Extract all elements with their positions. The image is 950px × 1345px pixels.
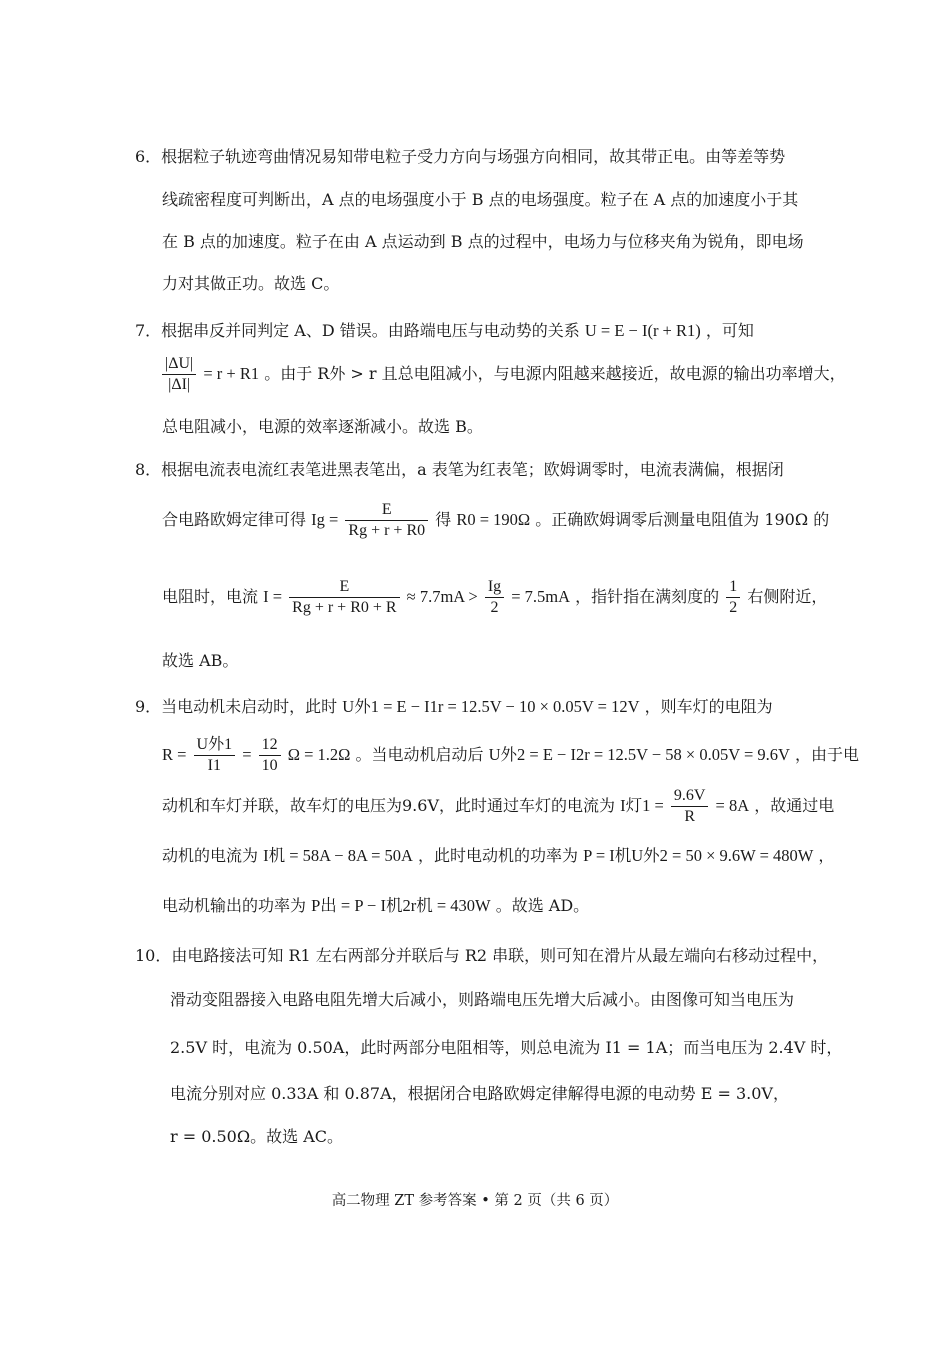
q7-line-2: [160, 354, 846, 395]
q8-line2-lead: 合电路欧姆定律可得: [162, 510, 307, 529]
q10-line-4: 电流分别对应 0.33A 和 0.87A，根据闭合电路欧姆定律解得电源的电动势 E = 3.0V，: [170, 1084, 789, 1103]
q7-intro-text: 7．根据串反并同判定 A、D 错误。由路端电压与电动势的关系: [135, 321, 580, 340]
page-footer: 高二物理 ZT 参考答案 • 第 2 页（共 6 页）: [331, 1193, 619, 1209]
q8-line-3: [162, 577, 827, 618]
q9-line3-lead: 动机和车灯并联，故车灯的电压为9.6V，此时通过车灯的电流为: [162, 796, 616, 815]
q6-line-4: 力对其做正功。故选 C。: [162, 274, 340, 293]
q9-line3-tail: ，故通过电: [754, 796, 835, 815]
q9-lamp-current-denominator: R: [671, 806, 709, 827]
q9-u2-equation: U外2 = E − I2r = 12.5V − 58 × 0.05V = 9.6V: [488, 745, 790, 764]
q7-fraction-numerator: |ΔU|: [165, 355, 194, 372]
q9-lamp-current-lhs: I灯1 =: [620, 796, 664, 815]
q8-i-fraction: [289, 577, 399, 618]
q6-line-2: 线疏密程度可判断出，A 点的电场强度小于 B 点的电场强度。粒子在 A 点的加速度小于其: [162, 190, 799, 209]
q9-line1-lead: 9．当电动机未启动时，此时: [135, 697, 338, 716]
q8-line3-tail-1: ，指针指在满刻度的: [575, 587, 720, 606]
q8-half-fraction: [726, 577, 740, 618]
q9-12-over-10-fraction: [259, 735, 281, 776]
q8-line-2: [162, 500, 829, 541]
q8-i-lhs: I =: [263, 587, 283, 606]
q8-r0-equation: R0 = 190Ω: [456, 510, 531, 529]
q9-line-5: [162, 895, 589, 917]
q9-line-2: [162, 735, 859, 776]
q9-u-numerator: U外1: [196, 736, 233, 753]
q7-voltage-equation: U = E − I(r + R1): [584, 321, 701, 340]
q9-line-3: [162, 786, 834, 827]
q9-u1-equation: U外1 = E − I1r = 12.5V − 10 × 0.05V = 12V: [342, 697, 640, 716]
q6-line-1: 6．根据粒子轨迹弯曲情况易知带电粒子受力方向与场强方向相同，故其带正电。由等差等势: [135, 147, 786, 166]
q7-delta-fraction: [162, 354, 196, 395]
q8-line-1: 8．根据电流表电流红表笔进黑表笔出，a 表笔为红表笔；欧姆调零时，电流表满偏，根据闭: [135, 460, 784, 479]
q9-equals: =: [242, 745, 252, 764]
q9-line1-tail: ，则车灯的电阻为: [644, 697, 773, 716]
q7-line2-text: 。由于 R外 > r 且总电阻减小，与电源内阻越来越接近，故电源的输出功率增大，: [264, 364, 846, 383]
q8-ig-denominator: Rg + r + R0: [345, 520, 428, 541]
q9-line2-tail: ，由于电: [795, 745, 860, 764]
q7-fraction-denominator: |ΔI|: [162, 374, 196, 395]
q9-motor-power-equation: P = I机U外2 = 50 × 9.6W = 480W: [583, 846, 814, 865]
q7-line1-tail: ，可知: [705, 321, 754, 340]
q9-output-power-equation: P出 = P − I机2r机 = 430W: [311, 896, 491, 915]
q9-lamp-current-value: = 8A: [715, 796, 750, 815]
q6-line-3: 在 B 点的加速度。粒子在由 A 点运动到 B 点的过程中，电场力与位移夹角为锐角，即电场: [162, 232, 804, 251]
q9-i-denominator: I1: [194, 755, 236, 776]
q9-resistance-value: Ω = 1.2Ω: [287, 745, 351, 764]
q9-line-1: [135, 696, 773, 718]
q9-motor-current-equation: I机 = 58A − 8A = 50A: [263, 846, 413, 865]
q10-line-2: 滑动变阻器接入电路电阻先增大后减小，则路端电压先增大后减小。由图像可知当电压为: [170, 990, 795, 1009]
q9-line5-tail: 。故选 AD。: [495, 896, 590, 915]
q9-12-numerator: 12: [261, 736, 278, 753]
q9-line4-tail: ，: [818, 846, 835, 865]
q7-line-1: [135, 320, 754, 342]
q8-line3-lead: 电阻时，电流: [162, 587, 259, 606]
q9-10-denominator: 10: [259, 755, 281, 776]
q8-ig-numerator: E: [381, 501, 392, 518]
q9-u-over-i-fraction: [194, 735, 236, 776]
q8-line-4: 故选 AB。: [162, 651, 239, 670]
q8-half-denominator: 2: [726, 597, 740, 618]
q8-half-ig-fraction: [485, 577, 504, 618]
q10-line-3: 2.5V 时，电流为 0.50A，此时两部分电阻相等，则总电流为 I1 = 1A；而当电压为 2.4V 时，: [170, 1038, 843, 1057]
q8-half-ig-denominator: 2: [485, 597, 504, 618]
q10-line-1: 10．由电路接法可知 R1 左右两部分并联后与 R2 串联，则可知在滑片从最左端向右移动过程中，: [135, 946, 829, 965]
q8-line3-tail-2: 右侧附近，: [747, 587, 828, 606]
q9-r-lhs: R =: [162, 745, 187, 764]
q8-half-numerator: 1: [729, 578, 738, 595]
q9-line2-mid: 。当电动机启动后: [355, 745, 484, 764]
q9-lamp-current-numerator: 9.6V: [673, 787, 706, 804]
q9-lamp-current-fraction: [671, 786, 709, 827]
q9-line5-lead: 电动机输出的功率为: [162, 896, 307, 915]
q8-approx-value: ≈ 7.7mA >: [406, 587, 478, 606]
q9-line4-mid: ，此时电动机的功率为: [418, 846, 579, 865]
q8-ig-lhs: Ig =: [311, 510, 339, 529]
q8-line2-tail: 。正确欧姆调零后测量电阻值为 190Ω 的: [535, 510, 830, 529]
q8-half-ig-numerator: Ig: [487, 578, 502, 595]
q8-half-ig-value: = 7.5mA: [511, 587, 571, 606]
q8-line2-mid: 得: [435, 510, 452, 529]
q8-i-numerator: E: [339, 578, 350, 595]
q10-line-5: r = 0.50Ω。故选 AC。: [170, 1127, 344, 1146]
q9-line4-lead: 动机的电流为: [162, 846, 259, 865]
q7-line-3: 总电阻减小，电源的效率逐渐减小。故选 B。: [162, 417, 483, 436]
q9-line-4: [162, 845, 834, 867]
q7-resistance-equation: = r + R1: [203, 364, 260, 383]
q8-i-denominator: Rg + r + R0 + R: [289, 597, 399, 618]
q8-ig-fraction: [345, 500, 428, 541]
